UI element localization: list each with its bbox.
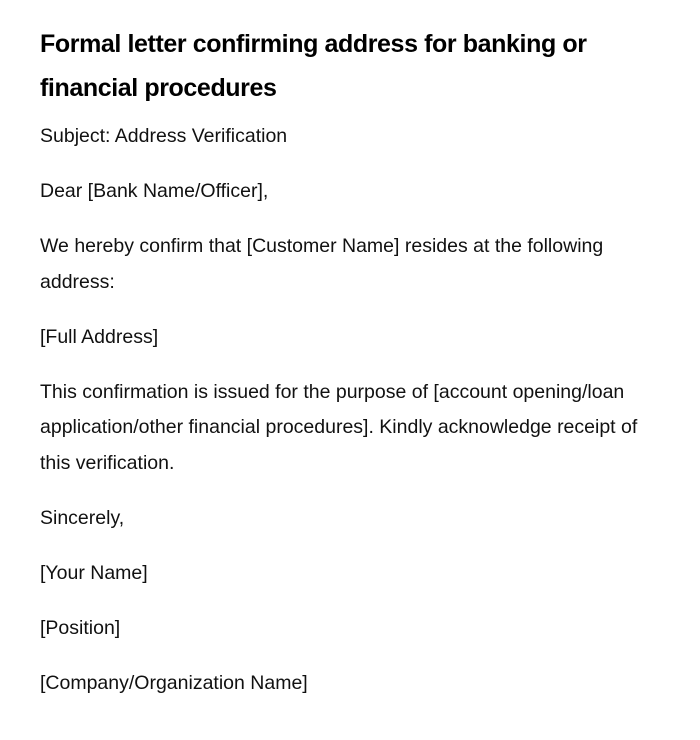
signer-position: [Position] [40,616,121,639]
confirmation-paragraph: We hereby confirm that [Customer Name] resides at the following address: [40,235,604,293]
document-title: Formal letter confirming address for banking or financial procedures [40,30,587,102]
salutation: Dear [Bank Name/Officer], [40,180,269,202]
signer-company: [Company/Organization Name] [40,671,308,694]
letter-document [40,22,640,701]
closing-line: Sincerely, [40,506,125,529]
purpose-paragraph: This confirmation is issued for the purpose of [account opening/loan application/other financial procedures]. Kindly acknowledge receipt of this verification. [40,380,638,474]
signer-name: [Your Name] [40,561,148,584]
subject-line: Subject: Address Verification [40,125,288,147]
address-placeholder: [Full Address] [40,325,159,348]
